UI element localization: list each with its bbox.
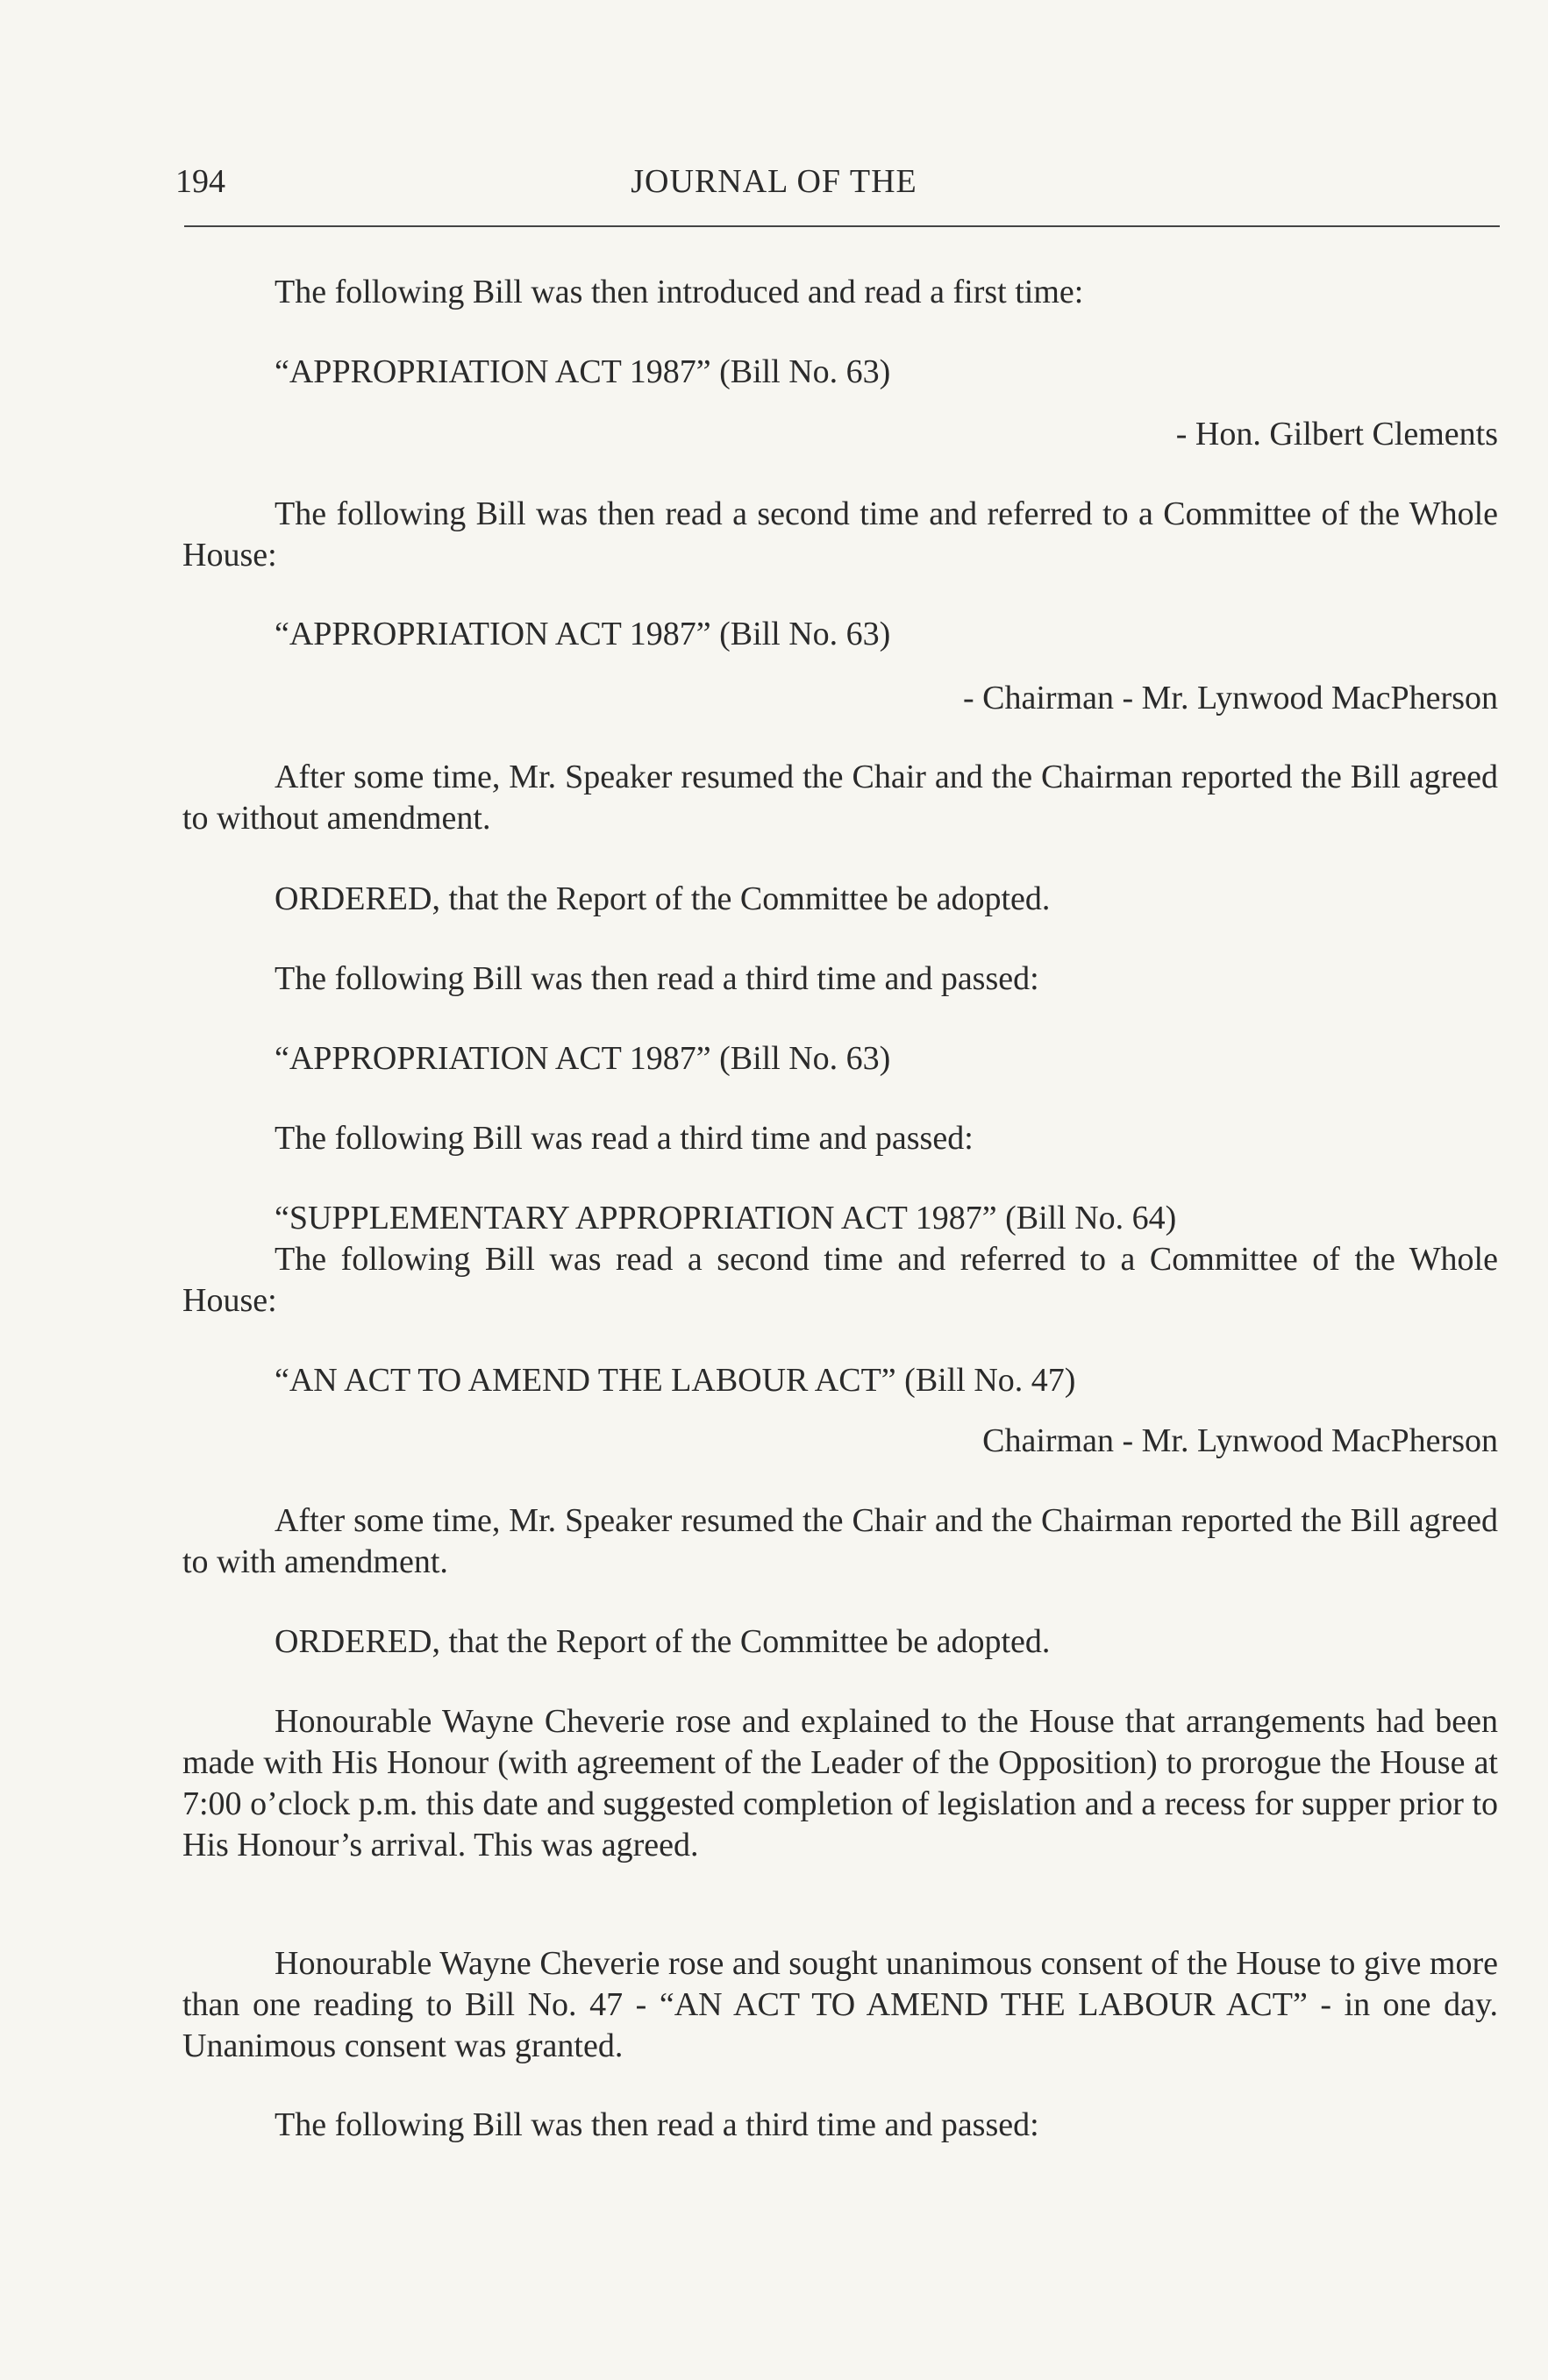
bill-sponsor: - Hon. Gilbert Clements	[1175, 416, 1498, 452]
bill-title: “APPROPRIATION ACT 1987” (Bill No. 63)	[275, 1040, 891, 1077]
third-reading-paragraph: The following Bill was then read a third time and passed:	[275, 2106, 1039, 2143]
header-rule	[184, 225, 1500, 227]
committee-chairman: Chairman - Mr. Lynwood MacPherson	[982, 1422, 1498, 1459]
running-head: JOURNAL OF THE	[631, 163, 917, 200]
page-number: 194	[175, 163, 225, 200]
third-reading-paragraph: The following Bill was then read a third time and passed:	[275, 960, 1039, 997]
bill-title: “APPROPRIATION ACT 1987” (Bill No. 63)	[275, 616, 891, 652]
committee-report-paragraph: After some time, Mr. Speaker resumed the Chair and the Chairman reported the Bill agreed to with amendment.	[182, 1502, 1498, 1580]
second-reading-paragraph: The following Bill was read a second time and referred to a Committee of the Whole House:	[182, 1241, 1498, 1319]
ordered-paragraph: ORDERED, that the Report of the Committee be adopted.	[275, 880, 1051, 917]
bill-intro-first-reading: The following Bill was then introduced and read a first time:	[275, 274, 1084, 310]
committee-chairman: - Chairman - Mr. Lynwood MacPherson	[962, 680, 1498, 716]
bill-title: “SUPPLEMENTARY APPROPRIATION ACT 1987” (Bill No. 64)	[275, 1200, 1177, 1236]
prorogation-paragraph: Honourable Wayne Cheverie rose and explained to the House that arrangements had been made with His Honour (with agreement of the Leader of the Opposition) to prorogue the House at 7:00 o’clock p.m. this date and suggested completion of legislation and a recess for supper prior to His Honour’s arrival. This was agreed.	[182, 1703, 1498, 1863]
second-reading-paragraph: The following Bill was then read a second time and referred to a Committee of the Whole House:	[182, 495, 1498, 574]
bill-title: “APPROPRIATION ACT 1987” (Bill No. 63)	[275, 353, 891, 390]
committee-report-paragraph: After some time, Mr. Speaker resumed the Chair and the Chairman reported the Bill agreed to without amendment.	[182, 759, 1498, 837]
unanimous-consent-paragraph: Honourable Wayne Cheverie rose and sought unanimous consent of the House to give more than one reading to Bill No. 47 - “AN ACT TO AMEND THE LABOUR ACT” - in one day. Unanimous consent was granted.	[182, 1945, 1498, 2064]
ordered-paragraph: ORDERED, that the Report of the Committee be adopted.	[275, 1623, 1051, 1660]
bill-title: “AN ACT TO AMEND THE LABOUR ACT” (Bill No. 47)	[275, 1362, 1076, 1399]
third-reading-paragraph: The following Bill was read a third time and passed:	[275, 1120, 974, 1157]
